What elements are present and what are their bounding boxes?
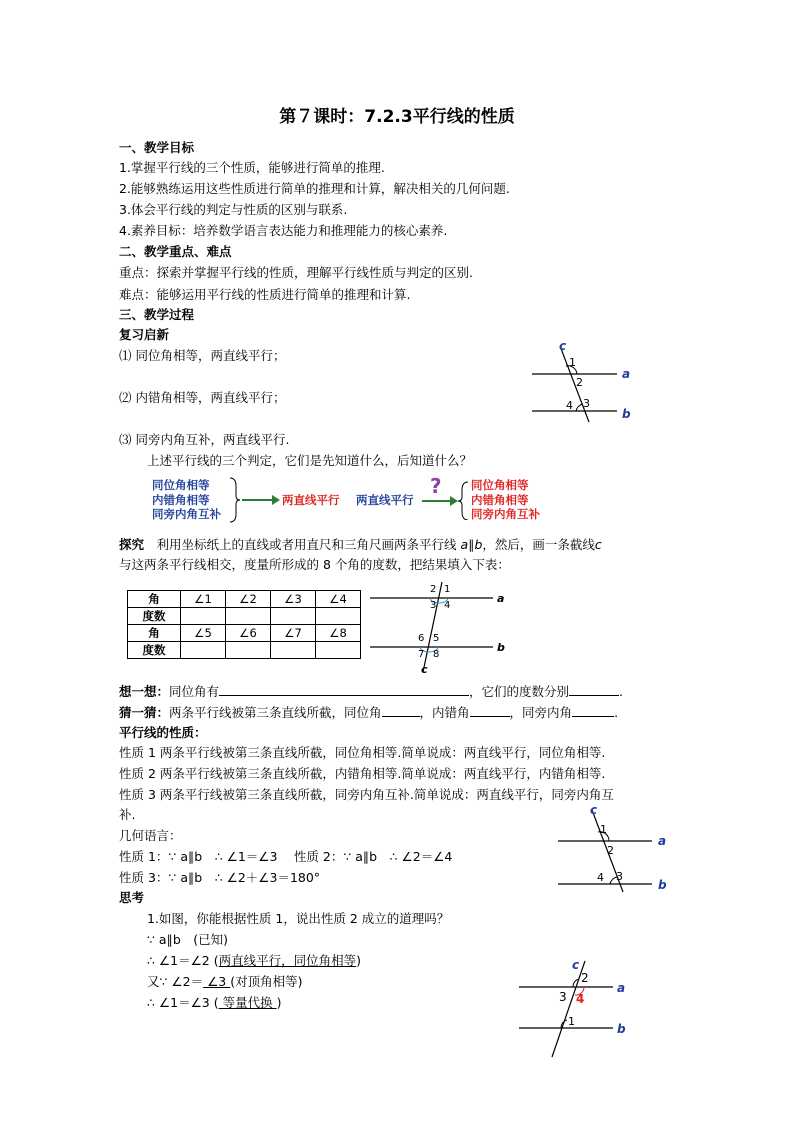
geometry-property-1-2: 性质 1：∵ a∥b ∴ ∠1＝∠3 性质 2：∵ a∥b ∴ ∠2＝∠4 [119, 849, 453, 864]
svg-text:b: b [497, 641, 505, 654]
review-2: ⑵ 内错角相等，两直线平行； [119, 390, 286, 405]
review-3: ⑶ 同旁内角互补，两直线平行. [119, 432, 290, 447]
svg-text:2: 2 [607, 844, 614, 857]
svg-text:c: c [559, 339, 567, 353]
svg-text:2: 2 [430, 584, 437, 595]
review-question: 上述平行线的三个判定，它们是先知道什么，后知道什么？ [147, 453, 473, 468]
svg-text:b: b [617, 1022, 626, 1036]
section3-heading: 三、教学过程 [119, 307, 195, 322]
svg-text:2: 2 [581, 971, 589, 985]
svg-text:1: 1 [600, 823, 607, 836]
parallel-lines-figure-4 [515, 955, 640, 1060]
svg-text:4: 4 [444, 600, 451, 611]
reflect-step-4: ∴ ∠1＝∠3 ( 等量代换 ) [147, 995, 282, 1010]
svg-text:4: 4 [566, 399, 573, 412]
svg-text:a: a [658, 834, 667, 848]
guess-blank-1[interactable] [382, 704, 420, 717]
table-blank-cell[interactable] [316, 608, 361, 625]
angle-table: 角 ∠1 ∠2 ∠3 ∠4 度数 角 ∠5 ∠6 ∠7 ∠8 度数 [127, 590, 361, 659]
svg-text:b: b [622, 407, 631, 421]
svg-text:3: 3 [616, 870, 623, 883]
flow-left-list: 同位角相等 内错角相等 同旁内角互补 [152, 478, 221, 521]
table-blank-cell[interactable] [226, 642, 271, 659]
svg-text:c: c [421, 663, 428, 676]
svg-text:1: 1 [568, 1015, 575, 1028]
svg-text:8: 8 [433, 649, 440, 660]
review-1: ⑴ 同位角相等，两直线平行； [119, 348, 286, 363]
think-blank-2[interactable] [569, 683, 619, 696]
flow-right-list: 同位角相等 内错角相等 同旁内角互补 [471, 478, 540, 521]
property-3-line-2: 补. [119, 807, 136, 822]
table-blank-cell[interactable] [181, 608, 226, 625]
svg-text:a: a [617, 981, 626, 995]
goal-1: 1.掌握平行线的三个性质，能够进行简单的推理. [119, 160, 385, 175]
goal-3: 3.体会平行线的判定与性质的区别与联系. [119, 202, 348, 217]
svg-text:1: 1 [569, 356, 576, 369]
geometry-language-label: 几何语言： [119, 828, 182, 843]
table-blank-cell[interactable] [316, 642, 361, 659]
goal-2: 2.能够熟练运用这些性质进行简单的推理和计算，解决相关的几何问题. [119, 181, 510, 196]
svg-text:4: 4 [576, 992, 585, 1006]
parallel-lines-figure-3 [552, 802, 672, 894]
table-blank-cell[interactable] [226, 608, 271, 625]
think-blank-1[interactable] [219, 683, 469, 696]
reflect-step-2: ∴ ∠1＝∠2 (两直线平行，同位角相等) [147, 953, 362, 968]
reflect-question-1: 1.如图，你能根据性质 1，说出性质 2 成立的道理吗？ [147, 911, 450, 926]
svg-text:1: 1 [444, 584, 451, 595]
guess-blank-2[interactable] [470, 704, 510, 717]
difficult-point: 难点：能够运用平行线的性质进行简单的推理和计算. [119, 287, 411, 302]
key-point: 重点：探索并掌握平行线的性质，理解平行线性质与判定的区别. [119, 265, 473, 280]
parallel-lines-figure-1 [525, 338, 640, 423]
table-blank-cell[interactable] [271, 608, 316, 625]
svg-text:3: 3 [583, 397, 590, 410]
svg-text:c: c [572, 958, 580, 972]
property-1: 性质 1 两条平行线被第三条直线所截，同位角相等.简单说成：两直线平行，同位角相等. [119, 745, 606, 760]
table-blank-cell[interactable] [181, 642, 226, 659]
svg-text:a: a [622, 367, 631, 381]
svg-text:2: 2 [576, 376, 583, 389]
section2-heading: 二、教学重点、难点 [119, 244, 232, 259]
section1-heading: 一、教学目标 [119, 140, 195, 155]
reflect-heading: 思考 [119, 890, 145, 905]
guess-blank-3[interactable] [572, 704, 614, 717]
goal-4: 4.素养目标：培养数学语言表达能力和推理能力的核心素养. [119, 223, 448, 238]
flow-question-mark: ? [430, 474, 442, 498]
flow-condition-2: 两直线平行 [356, 493, 414, 507]
properties-heading: 平行线的性质： [119, 725, 207, 740]
svg-text:b: b [658, 878, 667, 892]
explore-line-1: 探究 利用坐标纸上的直线或者用直尺和三角尺画两条平行线 a∥b，然后，画一条截线c [119, 537, 602, 552]
reflect-step-1: ∵ a∥b (已知) [147, 932, 229, 947]
think-line: 想一想：同位角有 ，它们的度数分别 . [119, 684, 624, 699]
guess-line: 猜一猜：两条平行线被第三条直线所截，同位角 ，内错角 ，同旁内角 . [119, 705, 619, 720]
review-heading: 复习启新 [119, 327, 170, 342]
table-blank-cell[interactable] [271, 642, 316, 659]
flow-result-1: 两直线平行 [282, 493, 340, 507]
parallel-lines-figure-2 [368, 580, 508, 678]
svg-text:3: 3 [559, 990, 567, 1004]
svg-text:3: 3 [430, 600, 437, 611]
page-title: 第７课时：7.2.3平行线的性质 [279, 107, 515, 127]
geometry-property-3: 性质 3：∵ a∥b ∴ ∠2＋∠3＝180° [119, 870, 321, 885]
svg-text:c: c [590, 803, 598, 817]
reflect-step-3: 又∵ ∠2＝ ∠3 (对顶角相等) [147, 974, 303, 989]
svg-text:a: a [497, 592, 505, 605]
svg-text:5: 5 [433, 633, 440, 644]
svg-text:6: 6 [418, 633, 425, 644]
svg-text:4: 4 [597, 871, 604, 884]
explore-line-2: 与这两条平行线相交，度量所形成的 8 个角的度数，把结果填入下表： [119, 557, 510, 572]
svg-text:7: 7 [418, 649, 425, 660]
property-2: 性质 2 两条平行线被第三条直线所截，内错角相等.简单说成：两直线平行，内错角相等. [119, 766, 606, 781]
property-3-line-1: 性质 3 两条平行线被第三条直线所截，同旁内角互补.简单说成：两直线平行，同旁内角互 [119, 787, 614, 802]
